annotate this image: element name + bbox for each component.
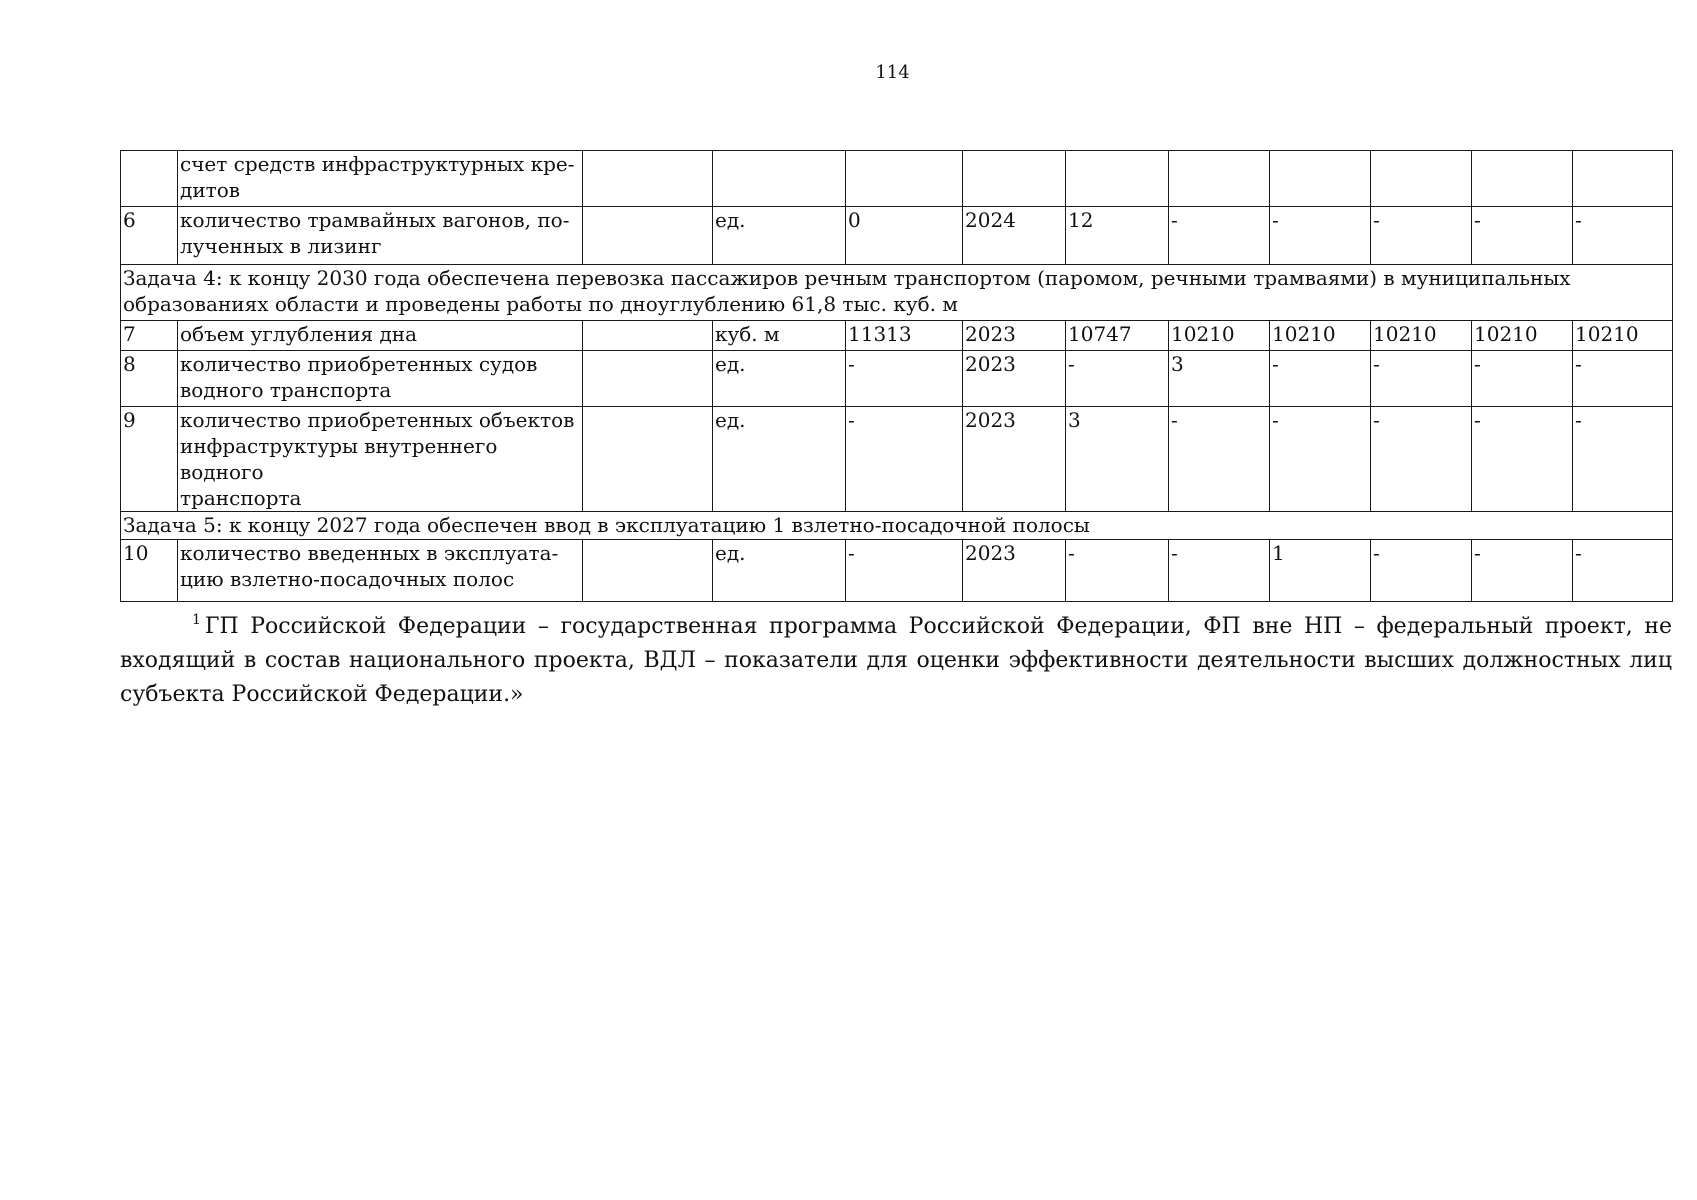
task-heading: Задача 5: к концу 2027 года обеспечен ввод в эксплуатацию 1 взлетно-посадочной полосы [121, 512, 1673, 540]
cell-base-year: 2023 [963, 407, 1066, 512]
cell-value-2025: - [1169, 407, 1270, 512]
task-row [121, 265, 1673, 321]
cell-value-2024: 3 [1066, 407, 1169, 512]
cell-value-2029: 10210 [1573, 321, 1673, 351]
cell-row-number: 7 [121, 321, 178, 351]
cell-value-2025: 10210 [1169, 321, 1270, 351]
table-row [121, 407, 1673, 512]
cell-value-2027 [1371, 151, 1472, 207]
cell-base-value: 11313 [846, 321, 963, 351]
cell-base-year: 2023 [963, 321, 1066, 351]
cell-unit: куб. м [713, 321, 846, 351]
cell-value-2025: 3 [1169, 351, 1270, 407]
cell-value-2029: - [1573, 207, 1673, 265]
cell-unit: ед. [713, 207, 846, 265]
cell-value-2026: - [1270, 407, 1371, 512]
cell-indicator-name: количество трамвайных вагонов, по- лученных в лизинг [178, 207, 583, 265]
cell-row-number: 8 [121, 351, 178, 407]
cell-value-2029: - [1573, 540, 1673, 602]
footnote-marker: 1 [192, 612, 201, 628]
indicators-table [120, 150, 1673, 602]
cell-indicator-name: объем углубления дна [178, 321, 583, 351]
cell-level [583, 540, 713, 602]
cell-value-2027: - [1371, 407, 1472, 512]
table-row [121, 351, 1673, 407]
cell-value-2028: - [1472, 540, 1573, 602]
table-row [121, 540, 1673, 602]
cell-value-2026 [1270, 151, 1371, 207]
footnote [120, 610, 1672, 712]
cell-row-number: 9 [121, 407, 178, 512]
cell-unit: ед. [713, 351, 846, 407]
cell-value-2029 [1573, 151, 1673, 207]
cell-value-2026: - [1270, 207, 1371, 265]
cell-value-2024: - [1066, 540, 1169, 602]
cell-base-value: - [846, 407, 963, 512]
cell-level [583, 321, 713, 351]
task-row [121, 512, 1673, 540]
cell-value-2024: - [1066, 351, 1169, 407]
page-number: 114 [875, 62, 910, 83]
cell-row-number: 10 [121, 540, 178, 602]
cell-base-year [963, 151, 1066, 207]
cell-unit [713, 151, 846, 207]
cell-value-2028: - [1472, 407, 1573, 512]
cell-value-2028: - [1472, 351, 1573, 407]
cell-value-2026: 10210 [1270, 321, 1371, 351]
cell-value-2029: - [1573, 351, 1673, 407]
cell-base-year: 2023 [963, 351, 1066, 407]
table-row [121, 207, 1673, 265]
cell-base-year: 2024 [963, 207, 1066, 265]
cell-value-2028 [1472, 151, 1573, 207]
cell-value-2025: - [1169, 540, 1270, 602]
cell-value-2024: 12 [1066, 207, 1169, 265]
table-body [121, 151, 1673, 602]
cell-base-year: 2023 [963, 540, 1066, 602]
cell-unit: ед. [713, 407, 846, 512]
cell-row-number: 6 [121, 207, 178, 265]
cell-base-value: - [846, 351, 963, 407]
cell-row-number [121, 151, 178, 207]
cell-value-2027: 10210 [1371, 321, 1472, 351]
table-row [121, 151, 1673, 207]
cell-level [583, 351, 713, 407]
cell-value-2026: - [1270, 351, 1371, 407]
table-row [121, 321, 1673, 351]
footnote-text: ГП Российской Федерации – государственная программа Российской Федерации, ФП вне НП – федеральный проект, не входящий в состав национального проекта, ВДЛ – показатели для оценки эффективности деятельности высших должностных лиц субъекта Российской Федерации.» [120, 614, 1672, 707]
cell-indicator-name: количество приобретенных судов водного транспорта [178, 351, 583, 407]
task-heading: Задача 4: к концу 2030 года обеспечена перевозка пассажиров речным транспортом (паромом, речными трамваями) в муниципальных образованиях области и проведены работы по дноуглублению 61,8 тыс. куб. м [121, 265, 1673, 321]
cell-unit: ед. [713, 540, 846, 602]
cell-value-2025: - [1169, 207, 1270, 265]
cell-value-2024 [1066, 151, 1169, 207]
cell-indicator-name: счет средств инфраструктурных кре- дитов [178, 151, 583, 207]
cell-level [583, 207, 713, 265]
cell-base-value [846, 151, 963, 207]
cell-value-2024: 10747 [1066, 321, 1169, 351]
cell-value-2027: - [1371, 540, 1472, 602]
cell-value-2026: 1 [1270, 540, 1371, 602]
cell-base-value: - [846, 540, 963, 602]
cell-value-2027: - [1371, 207, 1472, 265]
cell-level [583, 151, 713, 207]
cell-value-2028: - [1472, 207, 1573, 265]
cell-value-2025 [1169, 151, 1270, 207]
cell-indicator-name: количество введенных в эксплуата- цию взлетно-посадочных полос [178, 540, 583, 602]
cell-indicator-name: количество приобретенных объектов инфраструктуры внутреннего водного транспорта [178, 407, 583, 512]
cell-level [583, 407, 713, 512]
cell-base-value: 0 [846, 207, 963, 265]
cell-value-2027: - [1371, 351, 1472, 407]
cell-value-2029: - [1573, 407, 1673, 512]
cell-value-2028: 10210 [1472, 321, 1573, 351]
